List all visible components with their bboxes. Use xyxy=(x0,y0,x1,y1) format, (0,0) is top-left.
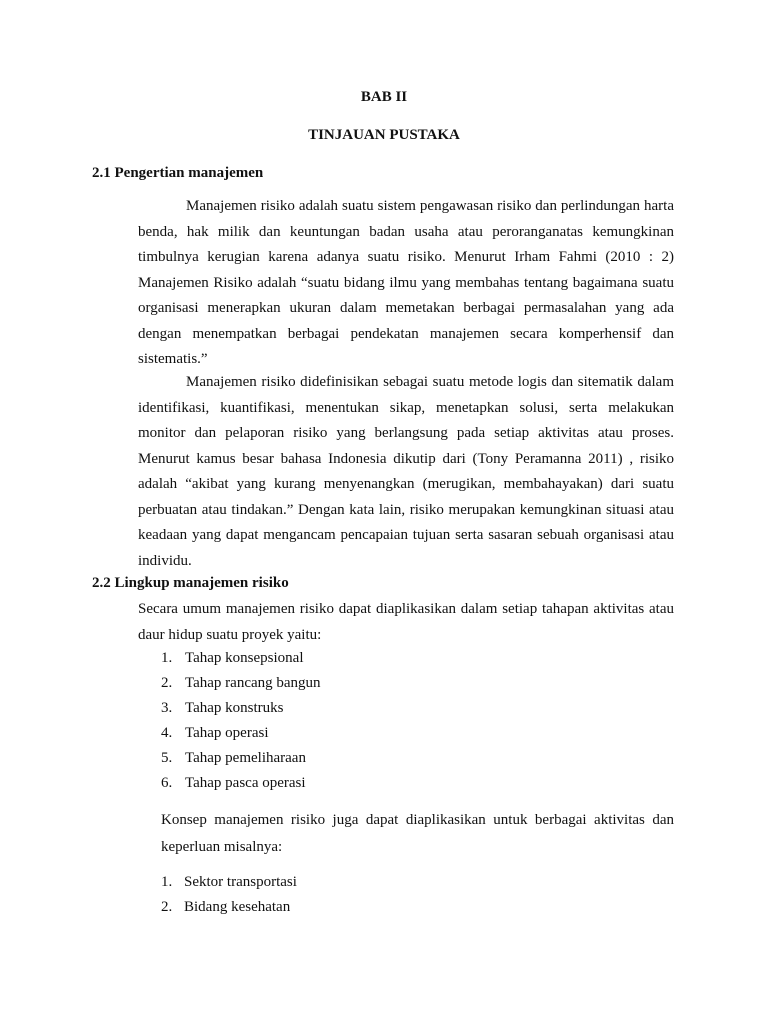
list-item xyxy=(161,721,561,746)
paragraph-scope-intro: Secara umum manajemen risiko dapat diaplikasikan dalam setiap tahapan aktivitas atau daur hidup suatu proyek yaitu: xyxy=(138,601,674,643)
section-heading-2-1: 2.1 Pengertian manajemen xyxy=(92,165,264,181)
paragraph-definition-2: Manajemen risiko didefinisikan sebagai suatu metode logis dan sitematik dalam identifikasi, kuantifikasi, menentukan sikap, menetapkan solusi, serta melakukan monitor dan pelaporan risiko yang berlangsung pada setiap aktivitas atau proses. Menurut kamus besar bahasa Indonesia dikutip dari (Tony Peramanna 2011) , risiko adalah “akibat yang kurang menyenangkan (merugikan, membahayakan) dari suatu perbuatan atau tindakan.” Dengan kata lain, risiko merupakan kemungkinan situasi atau keadaan yang dapat mengancam pencapaian tujuan serta sasaran sebuah organisasi atau individu. xyxy=(138,374,674,569)
list-item-number: 3. xyxy=(161,700,173,716)
sector-list xyxy=(161,870,561,920)
list-item-number: 4. xyxy=(161,725,173,741)
list-item-text: Tahap pemeliharaan xyxy=(185,750,306,766)
list-item-text: Tahap pasca operasi xyxy=(185,775,306,791)
list-item-number: 5. xyxy=(161,750,173,766)
list-item xyxy=(161,696,561,721)
list-item-number: 2. xyxy=(161,899,173,915)
list-item-number: 1. xyxy=(161,650,173,666)
list-item-number: 1. xyxy=(161,874,173,890)
list-item-text: Tahap operasi xyxy=(185,725,269,741)
chapter-title: TINJAUAN PUSTAKA xyxy=(308,127,460,143)
list-item xyxy=(161,771,561,796)
list-item-text: Sektor transportasi xyxy=(184,874,297,890)
list-item-text: Tahap rancang bangun xyxy=(185,675,321,691)
list-item xyxy=(161,870,561,895)
chapter-number: BAB II xyxy=(360,89,408,105)
list-item xyxy=(161,746,561,771)
phase-list xyxy=(161,646,561,796)
list-item-text: Tahap konstruks xyxy=(185,700,284,716)
list-item-number: 6. xyxy=(161,775,173,791)
list-item-number: 2. xyxy=(161,675,173,691)
section-heading-2-2: 2.2 Lingkup manajemen risiko xyxy=(92,575,289,591)
list-item xyxy=(161,646,561,671)
list-item xyxy=(161,895,561,920)
list-item-text: Bidang kesehatan xyxy=(184,899,291,915)
list-item xyxy=(161,671,561,696)
paragraph-definition: Manajemen risiko adalah suatu sistem pengawasan risiko dan perlindungan harta benda, hak milik dan keuntungan badan usaha atau peroranganatas kemungkinan timbulnya kerugian karena adanya suatu risiko. Menurut Irham Fahmi (2010 : 2) Manajemen Risiko adalah “suatu bidang ilmu yang membahas tentang bagaimana suatu organisasi menerapkan ukuran dalam memetakan berbagai permasalahan yang ada dengan menempatkan berbagai pendekatan manajemen secara komperhensif dan sistematis.” xyxy=(138,198,674,367)
list-item-text: Tahap konsepsional xyxy=(185,650,304,666)
paragraph-concept: Konsep manajemen risiko juga dapat diaplikasikan untuk berbagai aktivitas dan keperluan misalnya: xyxy=(161,812,674,855)
